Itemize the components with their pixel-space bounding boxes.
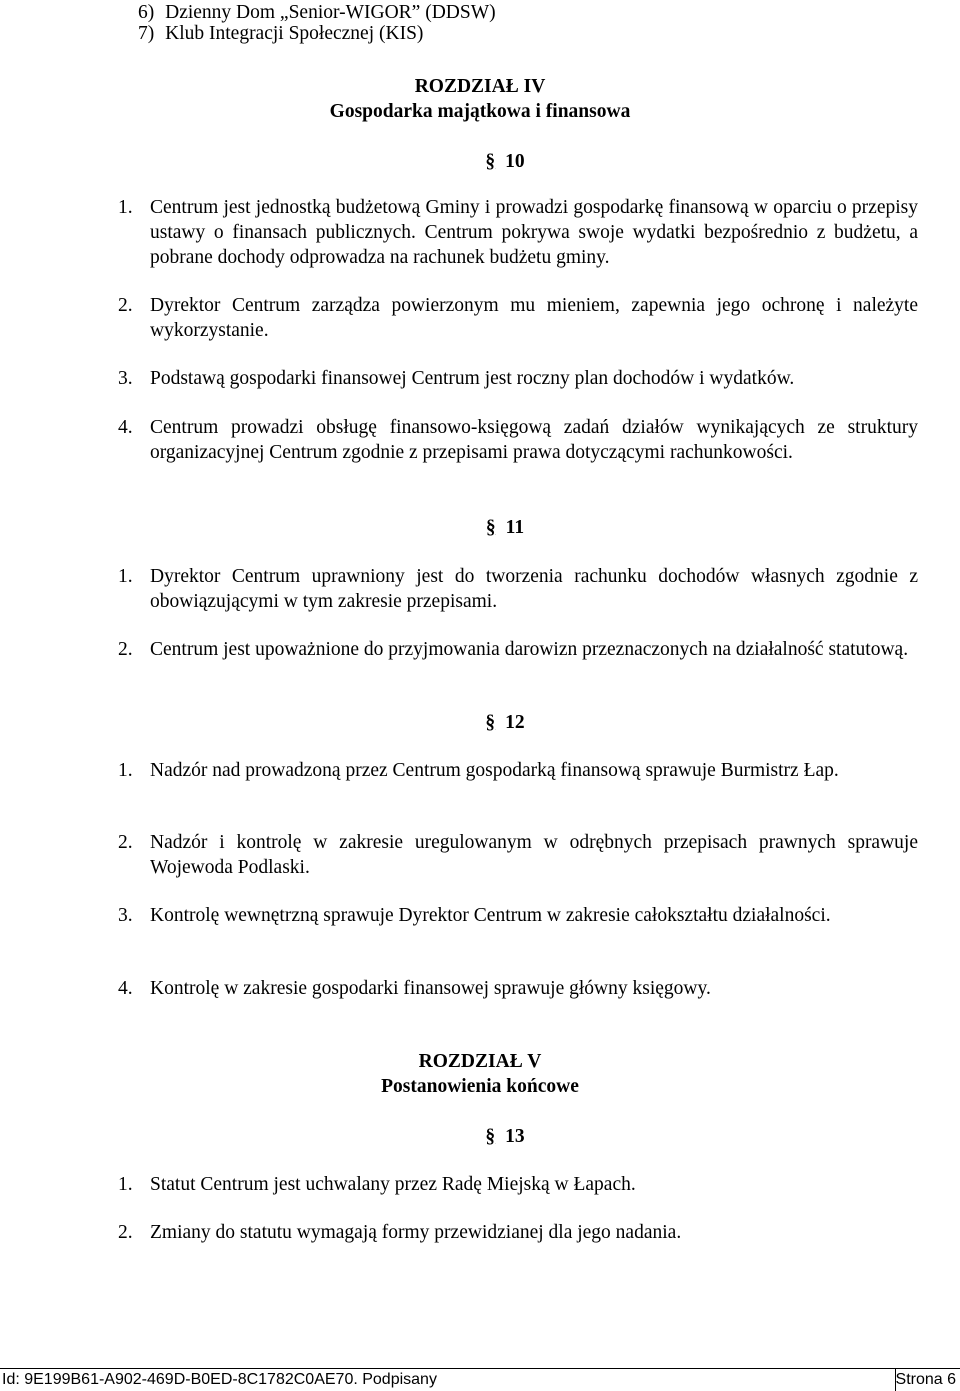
p12-item-3: 3. Kontrolę wewnętrzną sprawuje Dyrektor Centrum w zakresie całokształtu działalności. xyxy=(118,905,831,926)
p10-item-4: 4. Centrum prowadzi obsługę finansowo-księgową zadań działów wynikających ze struktury organizacyjnej Centrum zgodnie z przepisami prawa dotyczącymi rachunkowości. xyxy=(118,417,918,463)
chapter-5-subtitle: Postanowienia końcowe xyxy=(381,1076,579,1097)
section-sign: § xyxy=(485,151,496,172)
p10-item-3: 3. Podstawą gospodarki finansowej Centrum jest roczny plan dochodów i wydatków. xyxy=(118,368,795,389)
p11-item-1: 1. Dyrektor Centrum uprawniony jest do tworzenia rachunku dochodów własnych zgodnie z obowiązującymi w tym zakresie przepisami. xyxy=(118,566,918,612)
p11-item-2: 2. Centrum jest upoważnione do przyjmowania darowizn przeznaczonych na działalność statutową. xyxy=(118,639,909,660)
p13-item-1: 1. Statut Centrum jest uchwalany przez Radę Miejską w Łapach. xyxy=(118,1174,636,1195)
p12-item-2: 2. Nadzór i kontrolę w zakresie uregulowanym w odrębnych przepisach prawnych sprawuje Wojewoda Podlaski. xyxy=(118,832,918,878)
page-number: Strona 6 xyxy=(895,1371,956,1388)
chapter-4-title: ROZDZIAŁ IV xyxy=(414,76,546,97)
list-item-6: 6) Dzienny Dom „Senior-WIGOR” (DDSW) xyxy=(138,2,496,23)
paragraph-12-heading: § 12 xyxy=(485,712,525,733)
paragraph-13-heading: § 13 xyxy=(485,1126,525,1147)
p10-item-2: 2. Dyrektor Centrum zarządza powierzonym mu mieniem, zapewnia jego ochronę i należyte wykorzystanie. xyxy=(118,295,918,341)
p10-item-1: 1. Centrum jest jednostką budżetową Gminy i prowadzi gospodarkę finansową w oparciu o przepisy ustawy o finansach publicznych. Centrum pokrywa swoje wydatki bezpośrednio z budżetu, a pobrane dochody odprowadza na rachunek budżetu gminy. xyxy=(118,197,918,268)
chapter-4-subtitle: Gospodarka majątkowa i finansowa xyxy=(329,101,631,122)
list-item-7: 7) Klub Integracji Społecznej (KIS) xyxy=(138,23,424,44)
chapter-5-title: ROZDZIAŁ V xyxy=(418,1051,542,1072)
page-footer xyxy=(0,1368,960,1391)
p12-item-4: 4. Kontrolę w zakresie gospodarki finansowej sprawuje główny księgowy. xyxy=(118,978,711,999)
paragraph-10-heading: § 10 xyxy=(485,151,525,172)
paragraph-11-heading: § 11 xyxy=(485,517,525,538)
document-id: Id: 9E199B61-A902-469D-B0ED-8C1782C0AE70. Podpisany xyxy=(2,1371,437,1388)
p13-item-2: 2. Zmiany do statutu wymagają formy przewidzianej dla jego nadania. xyxy=(118,1222,682,1243)
p12-item-1: 1. Nadzór nad prowadzoną przez Centrum gospodarką finansową sprawuje Burmistrz Łap. xyxy=(118,760,839,781)
